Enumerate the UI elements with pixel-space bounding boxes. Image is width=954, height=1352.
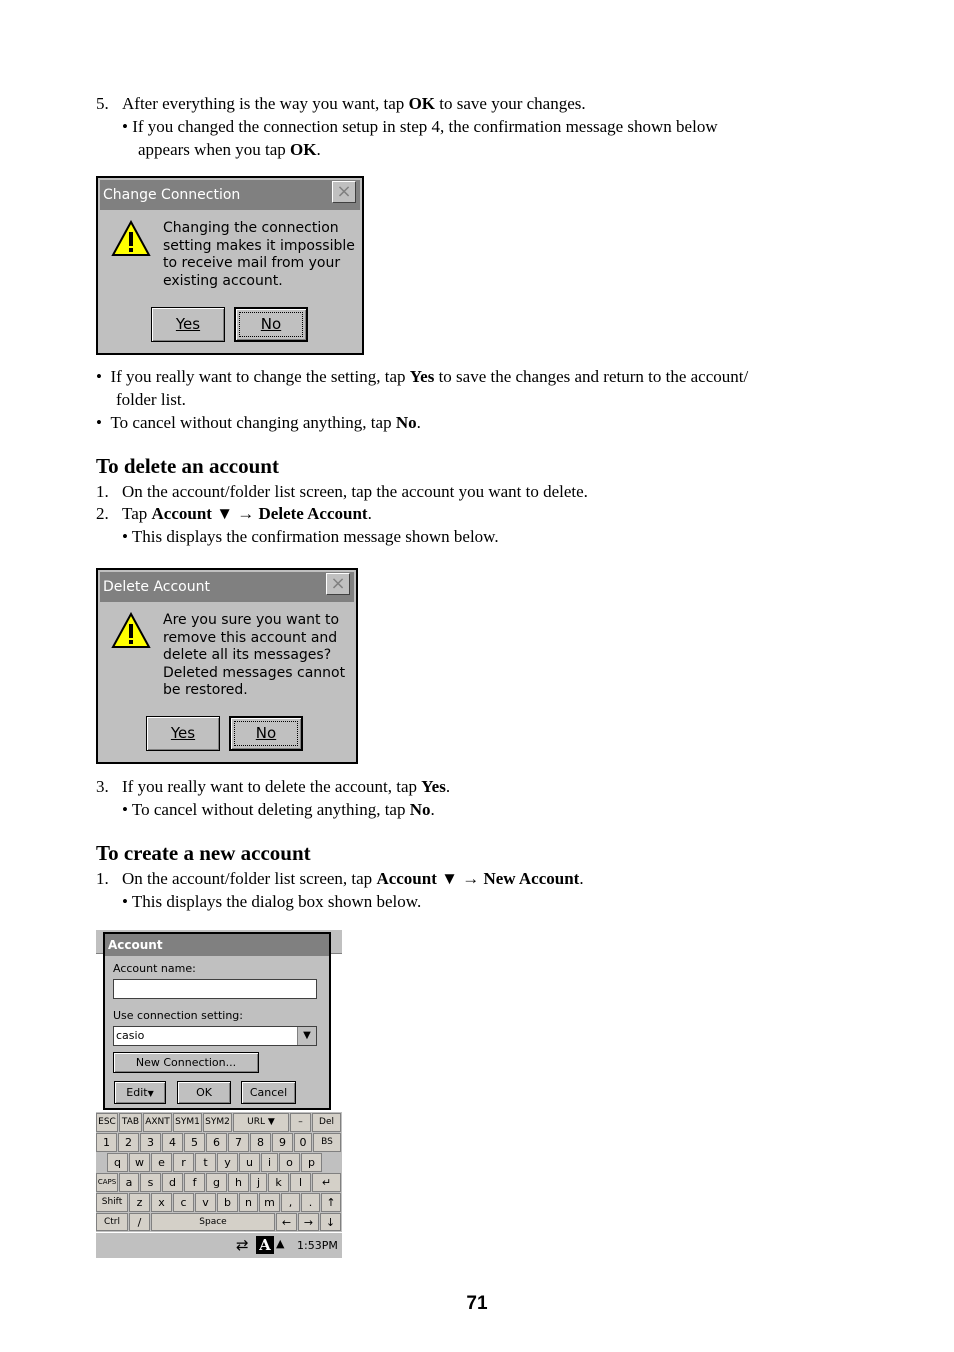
- step-5-bullet-cont: appears when you tap OK.: [138, 140, 321, 159]
- key-3[interactable]: 3: [140, 1133, 161, 1152]
- key-z[interactable]: z: [129, 1193, 150, 1212]
- arrow-left-icon[interactable]: ←: [276, 1213, 297, 1231]
- no-button[interactable]: No: [229, 716, 303, 751]
- input-switch-icon[interactable]: ⇄: [236, 1236, 249, 1254]
- key-w[interactable]: w: [129, 1153, 150, 1172]
- arrow-up-icon[interactable]: ↑: [321, 1193, 341, 1212]
- close-icon[interactable]: ×: [326, 573, 350, 595]
- key-esc[interactable]: ESC: [96, 1113, 118, 1132]
- key-p[interactable]: p: [301, 1153, 322, 1172]
- key-2[interactable]: 2: [118, 1133, 139, 1152]
- key-4[interactable]: 4: [162, 1133, 183, 1152]
- key-k[interactable]: k: [268, 1173, 289, 1192]
- key-r[interactable]: r: [173, 1153, 194, 1172]
- no-button[interactable]: No: [234, 307, 308, 342]
- key-space[interactable]: Space: [151, 1213, 275, 1231]
- key-m[interactable]: m: [259, 1193, 280, 1212]
- edit-button[interactable]: Edit▼: [114, 1081, 166, 1104]
- key-a[interactable]: a: [119, 1173, 139, 1192]
- key-5[interactable]: 5: [184, 1133, 205, 1152]
- connection-setting-label: Use connection setting:: [113, 1009, 243, 1022]
- delete-step-2: 2. Tap Account ▼ → Delete Account.: [96, 504, 372, 523]
- delete-step-2-bullet: • This displays the confirmation message shown below.: [122, 527, 499, 546]
- change-bullet-no: • To cancel without changing anything, tap No.: [96, 413, 421, 432]
- key-url[interactable]: URL ▼: [233, 1113, 289, 1132]
- delete-step-3: 3. If you really want to delete the account, tap Yes.: [96, 777, 451, 796]
- key-j[interactable]: j: [250, 1173, 267, 1192]
- key-1[interactable]: 1: [96, 1133, 117, 1152]
- key-i[interactable]: i: [261, 1153, 278, 1172]
- create-step-1: 1. On the account/folder list screen, tap Account ▼ → New Account.: [96, 869, 584, 888]
- dialog-message: Are you sure you want to remove this account and delete all its messages? Deleted messages cannot be restored.: [163, 612, 346, 699]
- key-s[interactable]: s: [140, 1173, 161, 1192]
- key-y[interactable]: y: [217, 1153, 238, 1172]
- ime-arrow-icon[interactable]: ▲: [276, 1237, 285, 1250]
- change-connection-dialog: [96, 176, 364, 355]
- key-g[interactable]: g: [206, 1173, 227, 1192]
- step-5: 5. After everything is the way you want, tap OK to save your changes.: [96, 94, 586, 113]
- key-8[interactable]: 8: [250, 1133, 271, 1152]
- delete-heading: To delete an account: [96, 454, 279, 478]
- warning-icon: [111, 220, 151, 258]
- account-dialog: [103, 932, 331, 1110]
- clock: 1:53PM: [297, 1239, 338, 1252]
- key-b[interactable]: b: [217, 1193, 238, 1212]
- enter-icon[interactable]: ↵: [312, 1173, 341, 1192]
- key-dash[interactable]: –: [290, 1113, 311, 1132]
- create-heading: To create a new account: [96, 841, 311, 865]
- key-caps[interactable]: CAPS: [96, 1173, 118, 1192]
- delete-account-dialog: [96, 568, 358, 764]
- key-sym2[interactable]: SYM2: [203, 1113, 232, 1132]
- warning-icon: [111, 612, 151, 650]
- delete-step-1: 1. On the account/folder list screen, tap the account you want to delete.: [96, 482, 588, 501]
- arrow-down-icon[interactable]: ↓: [320, 1213, 341, 1231]
- key-t[interactable]: t: [195, 1153, 216, 1172]
- key-0[interactable]: 0: [294, 1133, 312, 1152]
- dialog-message: Changing the connection setting makes it impossible to receive mail from your existing account.: [163, 220, 355, 289]
- taskbar: [96, 1232, 342, 1258]
- key-h[interactable]: h: [228, 1173, 249, 1192]
- connection-select-value: casio: [116, 1029, 145, 1042]
- key-n[interactable]: n: [239, 1193, 258, 1212]
- create-step-1-bullet: • This displays the dialog box shown below.: [122, 892, 422, 911]
- key-ctrl[interactable]: Ctrl: [96, 1213, 128, 1231]
- key-tab[interactable]: TAB: [119, 1113, 142, 1132]
- key-u[interactable]: u: [239, 1153, 260, 1172]
- yes-button[interactable]: Yes: [151, 307, 225, 342]
- key-e[interactable]: e: [151, 1153, 172, 1172]
- page-number: 71: [466, 1293, 488, 1314]
- account-dialog-title: Account: [105, 934, 329, 956]
- key-9[interactable]: 9: [272, 1133, 293, 1152]
- key-slash[interactable]: /: [129, 1213, 150, 1231]
- key-d[interactable]: d: [162, 1173, 183, 1192]
- yes-button[interactable]: Yes: [146, 716, 220, 751]
- dialog-title: Change Connection: [100, 180, 360, 210]
- key-q[interactable]: q: [107, 1153, 128, 1172]
- key-x[interactable]: x: [151, 1193, 172, 1212]
- key-period[interactable]: .: [301, 1193, 320, 1212]
- new-connection-button[interactable]: New Connection...: [113, 1052, 259, 1073]
- soft-keyboard: [96, 1112, 342, 1230]
- key-bs[interactable]: BS: [313, 1133, 341, 1152]
- account-name-label: Account name:: [113, 962, 196, 975]
- arrow-right-icon[interactable]: →: [298, 1213, 319, 1231]
- dialog-title: Delete Account: [100, 572, 354, 602]
- key-comma[interactable]: ,: [281, 1193, 300, 1212]
- key-7[interactable]: 7: [228, 1133, 249, 1152]
- chevron-down-icon: ▼: [147, 1089, 154, 1098]
- key-f[interactable]: f: [184, 1173, 205, 1192]
- cancel-button[interactable]: Cancel: [241, 1081, 296, 1104]
- ok-button[interactable]: OK: [177, 1081, 231, 1104]
- key-c[interactable]: c: [173, 1193, 194, 1212]
- key-sym1[interactable]: SYM1: [173, 1113, 202, 1132]
- key-del[interactable]: Del: [312, 1113, 341, 1132]
- account-name-input[interactable]: [113, 979, 317, 999]
- key-v[interactable]: v: [195, 1193, 216, 1212]
- account-screen: [96, 930, 342, 1258]
- step-5-bullet: • If you changed the connection setup in step 4, the confirmation message shown below: [122, 117, 718, 136]
- key-shift[interactable]: Shift: [96, 1193, 128, 1212]
- change-bullet-yes-cont: folder list.: [116, 390, 186, 409]
- key-o[interactable]: o: [279, 1153, 300, 1172]
- connection-select[interactable]: [113, 1026, 317, 1046]
- key-l[interactable]: l: [290, 1173, 311, 1192]
- change-bullet-yes: • If you really want to change the setting, tap Yes to save the changes and return to the account/: [96, 367, 749, 386]
- delete-step-3-bullet: • To cancel without deleting anything, tap No.: [122, 800, 435, 819]
- close-icon[interactable]: ×: [332, 181, 356, 203]
- key-axnt[interactable]: AXNT: [143, 1113, 172, 1132]
- key-6[interactable]: 6: [206, 1133, 227, 1152]
- chevron-down-icon[interactable]: ▼: [297, 1027, 316, 1045]
- ime-icon[interactable]: A: [256, 1236, 274, 1254]
